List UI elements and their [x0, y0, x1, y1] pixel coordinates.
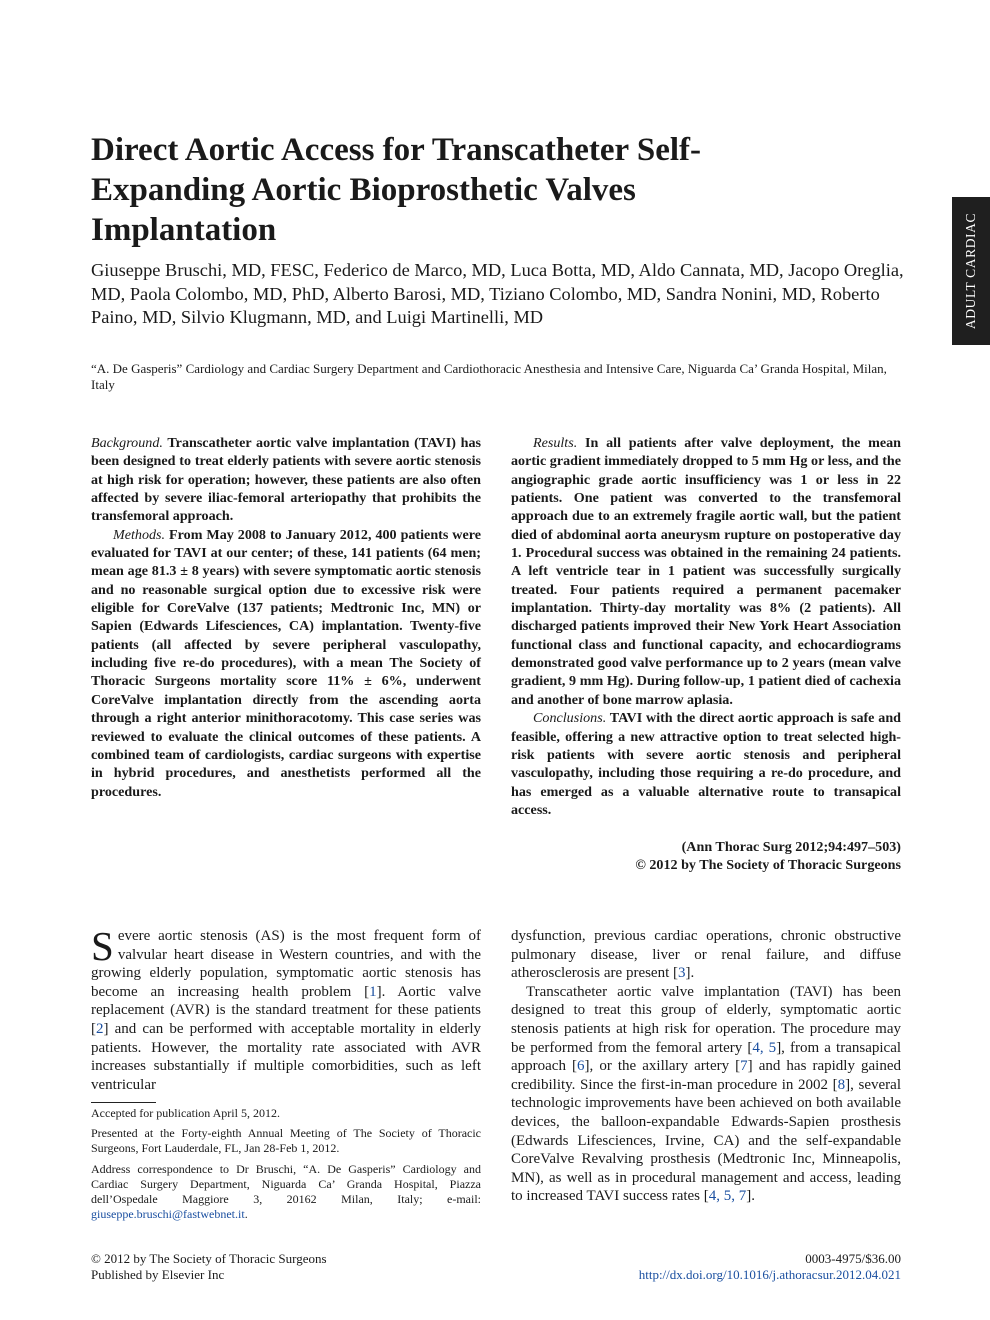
conclusions-text: TAVI with the direct aortic approach is safe and feasible, offering a new attractive option to treat selected high-risk patients with severe aortic stenosis and peripheral vasculopathy, including those requiring a re-do procedure, and has emerged as a valuable alternative route to transapical access. [511, 710, 901, 818]
address-text: Address correspondence to Dr Bruschi, “A. De Gasperis” Cardiology and Cardiac Surgery Department, Niguarda Ca’ Granda Hospital, Piazza dell’Ospedale Maggiore 3, 20162 Milan, Italy; e-mail: [91, 1161, 481, 1207]
body-column-left [91, 923, 481, 1094]
methods-label: Methods. [113, 526, 166, 543]
reference-link[interactable]: 7 [740, 1058, 748, 1075]
doi-link[interactable] [501, 1267, 901, 1283]
footer-copyright: © 2012 by The Society of Thoracic Surgeons [91, 1251, 327, 1266]
abstract-conclusions [511, 709, 901, 819]
address-end: . [244, 1207, 248, 1222]
body-text: Transcatheter aortic valve implantation (TAVI) has been designed to treat this group of elderly, symptomatic aortic stenosis patients at high risk for operation. The procedure may be performed from the femoral artery [ [511, 983, 901, 1056]
background-text: Transcatheter aortic valve implantation (TAVI) has been designed to treat elderly patients with severe aortic stenosis at high risk for operation; however, these patients are also often affected by severe iliac-femoral arteriopathy that prohibits the transfemoral approach. [91, 435, 481, 525]
author-list: Giuseppe Bruschi, MD, FESC, Federico de Marco, MD, Luca Botta, MD, Aldo Cannata, MD, Jacopo Oreglia, MD, Paola Colombo, MD, PhD, Alberto Barosi, MD, Tiziano Colombo, MD, Sandra Nonini, MD, Roberto Paino, MD, Silvio Klugmann, MD, and Luigi Martinelli, MD [91, 260, 904, 327]
email-link[interactable]: giuseppe.bruschi@fastwebnet.it [91, 1207, 245, 1222]
affiliation: “A. De Gasperis” Cardiology and Cardiac Surgery Department and Cardiothoracic Anesthesia and Intensive Care, Niguarda Ca’ Granda Hospital, Milan, Italy [91, 361, 887, 392]
article-title: Direct Aortic Access for Transcatheter Self-Expanding Aortic Bioprosthetic Valves Implantation [91, 132, 702, 248]
footer-right [501, 1251, 901, 1282]
abstract [91, 434, 901, 879]
abstract-results [511, 434, 901, 709]
abstract-methods [91, 526, 481, 801]
abstract-background [91, 434, 481, 526]
drop-cap: S [91, 923, 114, 969]
body-text: ], or the axillary artery [ [584, 1058, 741, 1075]
footnote-accepted: Accepted for publication April 5, 2012. [91, 1106, 280, 1120]
section-tab-label: ADULT CARDIAC [963, 212, 978, 330]
body-column-right [511, 927, 901, 1206]
citation-block [511, 838, 901, 875]
reference-link[interactable]: 8 [837, 1076, 846, 1093]
footnotes [91, 1106, 481, 1227]
section-tab [952, 197, 990, 345]
footnote-presented: Presented at the Forty-eighth Annual Meeting of The Society of Thoracic Surgeons, Fort Lauderdale, FL, Jan 28-Feb 1, 2012. [91, 1126, 481, 1156]
results-label: Results. [533, 435, 578, 451]
body-paragraph-3 [511, 983, 901, 1206]
footnote-address [91, 1162, 481, 1223]
body-text: evere aortic stenosis (AS) is the most frequent form of valvular heart disease in Western countries, and with the growing elderly population, symptomatic aortic stenosis has become an increasing health problem [ [91, 928, 481, 1000]
results-text: In all patients after valve deployment, the mean aortic gradient immediately dropped to 5 mm Hg or less, and the angiographic grade aortic insufficiency was 1 or less in 22 patients. One patient was converted to the transfemoral approach due to an extremely fragile aortic wall, but the patient died of abdominal aorta aneurysm rupture on postoperative day 1. Procedural success was obtained in the remaining 24 patients. A left ventricle tear in 1 patient was successfully surgically treated. Four patients required a permanent pacemaker implantation. Thirty-day mortality was 8% (2 patients). All discharged patients improved their New York Heart Association functional class and functional capacity, and echocardiograms demonstrated good valve performance up to 2 years (mean valve gradient, 9 mm Hg). During follow-up, 1 patient died of cachexia and another of bone marrow aplasia. [511, 435, 901, 708]
journal-citation: (Ann Thorac Surg 2012;94:497–503) [681, 839, 901, 855]
background-label: Background. [91, 435, 163, 451]
body-paragraph-1 [91, 923, 481, 1094]
body-text: ], several technologic improvements have been achieved on both available devices, the balloon-expandable Edwards-Sapien prosthesis (Edwards Lifesciences, Irvine, CA) and the self-expandable CoreValve Revalving prosthesis (Medtronic Inc, Minneapolis, MN), as well as in procedural management and access, leading to increased TAVI success rates [ [511, 1076, 901, 1205]
body-text: ] and can be performed with acceptable mortality in elderly patients. However, the mortality rate associated with AVR increases substantially if multiple comorbidities, such as left ventricular [91, 1020, 481, 1093]
body-text: ], from a transapical approach [ [511, 1039, 902, 1075]
body-text: ] and has rapidly gained credibility. Since the first-in-man procedure in 2002 [ [511, 1058, 901, 1093]
reference-link[interactable]: 4, 5 [752, 1039, 777, 1056]
body-text: ]. Aortic valve replacement (AVR) is the standard treatment for these patients [ [91, 983, 481, 1037]
body-paragraph-2 [511, 927, 901, 983]
doi-anchor[interactable]: http://dx.doi.org/10.1016/j.athoracsur.2012.04.021 [638, 1266, 901, 1282]
reference-link[interactable]: 1 [369, 983, 377, 1000]
body-text: dysfunction, previous cardiac operations, chronic obstructive pulmonary disease, liver or renal failure, and diffuse atherosclerosis are present [ [511, 928, 901, 982]
body-text: ]. [746, 1188, 756, 1205]
reference-link[interactable]: 3 [678, 965, 686, 982]
citation-copyright: © 2012 by The Society of Thoracic Surgeons [635, 857, 901, 874]
reference-link[interactable]: 4, 5, 7 [708, 1188, 747, 1205]
reference-link[interactable]: 2 [96, 1020, 104, 1037]
footnote-divider [91, 1102, 156, 1103]
body-text: ]. [685, 965, 695, 982]
methods-text: From May 2008 to January 2012, 400 patients were evaluated for TAVI at our center; of these, 141 patients (64 men; mean age 81.3 ± 8 years) with severe symptomatic aortic stenosis and no reasonable surgical option due to excessive risk were eligible for CoreValve (137 patients; Medtronic Inc, MN) or Sapien (Edwards Lifesciences, CA) implantation. Twenty-five patients (all affected by severe peripheral vasculopathy, including five re-do procedures), with a mean The Society of Thoracic Surgeons mortality score 11% ± 6%, underwent CoreValve implantation directly from the ascending aorta through a right anterior minithoracotomy. This case series was reviewed to evaluate the clinical outcomes of these patients. A combined team of cardiologists, cardiac surgeons with expertise in hybrid procedures, and anesthetists performed all the procedures. [91, 526, 481, 800]
footer-publisher: Published by Elsevier Inc [91, 1266, 225, 1282]
reference-link[interactable]: 6 [577, 1058, 585, 1075]
conclusions-label: Conclusions. [533, 710, 607, 727]
footer-left [91, 1251, 511, 1282]
footer-issn: 0003-4975/$36.00 [805, 1251, 901, 1266]
